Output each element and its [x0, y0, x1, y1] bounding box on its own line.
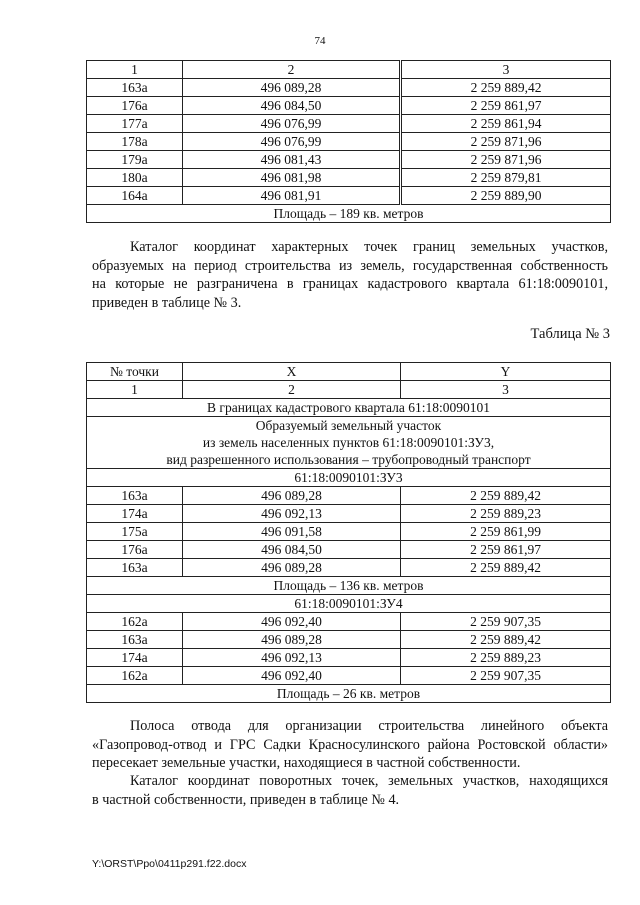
x-coordinate-cell: 496 084,50 — [183, 541, 401, 559]
x-coordinate-cell: 496 081,98 — [183, 169, 401, 187]
point-id-cell: 174а — [87, 649, 183, 667]
coordinates-table-3 — [86, 362, 611, 703]
column-number-cell: 2 — [183, 381, 401, 399]
column-number-cell: 1 — [87, 381, 183, 399]
point-id-cell: 180а — [87, 169, 183, 187]
y-coordinate-cell: 2 259 889,42 — [401, 631, 611, 649]
header-number-row — [87, 381, 611, 399]
paragraph-line: Каталог координат характерных точек границ земельных участков, — [130, 239, 608, 255]
header-row — [87, 363, 611, 381]
description-line: Образуемый земельный участок — [255, 418, 442, 433]
x-coordinate-cell: 496 089,28 — [183, 631, 401, 649]
quarter-cell: В границах кадастрового квартала 61:18:0090101 — [87, 399, 611, 417]
area-row — [87, 205, 611, 223]
y-coordinate-cell: 2 259 889,42 — [401, 559, 611, 577]
area-cell: Площадь – 136 кв. метров — [87, 577, 611, 595]
paragraph-line: «Газопровод-отвод и ГРС Садки Красносулинского района Ростовской области» — [92, 736, 608, 753]
parcel-id-row — [87, 595, 611, 613]
x-coordinate-cell: 496 092,40 — [183, 613, 401, 631]
table-row — [87, 151, 611, 169]
point-id-cell: 178а — [87, 133, 183, 151]
description-line: из земель населенных пунктов 61:18:0090101:ЗУ3, — [202, 435, 495, 450]
x-coordinate-cell: 496 092,40 — [183, 667, 401, 685]
table-row — [87, 487, 611, 505]
table-row — [87, 559, 611, 577]
parcel-description-row — [87, 417, 611, 469]
parcel-id-cell: 61:18:0090101:ЗУ4 — [87, 595, 611, 613]
footer-file-path: Y:\ORST\Ppo\0411p291.f22.docx — [92, 858, 247, 870]
paragraph-line: приведен в таблице № 3. — [92, 294, 242, 311]
parcel-id-cell: 61:18:0090101:ЗУ3 — [87, 469, 611, 487]
paragraph-right-of-way — [92, 717, 608, 773]
x-coordinate-cell: 496 089,28 — [183, 487, 401, 505]
coordinates-table-continued — [86, 60, 611, 223]
paragraph-line: Полоса отвода для организации строительства линейного объекта — [130, 718, 608, 734]
y-coordinate-cell: 2 259 861,94 — [401, 115, 611, 133]
x-coordinate-cell: 496 076,99 — [183, 115, 401, 133]
column-number-cell: 3 — [401, 381, 611, 399]
x-coordinate-cell: 496 084,50 — [183, 97, 401, 115]
paragraph-line: образуемых на период строительства из земель, государственная собственность — [92, 257, 608, 274]
table-row — [87, 541, 611, 559]
parcel-description-cell — [87, 417, 611, 469]
y-coordinate-cell: 2 259 907,35 — [401, 667, 611, 685]
table-row — [87, 169, 611, 187]
paragraph-line: в частной собственности, приведен в таблице № 4. — [92, 791, 400, 808]
table-row — [87, 505, 611, 523]
y-coordinate-cell: 2 259 871,96 — [401, 151, 611, 169]
point-id-cell: 175а — [87, 523, 183, 541]
point-id-cell: 177а — [87, 115, 183, 133]
x-coordinate-cell: 496 076,99 — [183, 133, 401, 151]
table-3-label: Таблица № 3 — [530, 326, 610, 342]
y-coordinate-cell: 2 259 871,96 — [401, 133, 611, 151]
table-row — [87, 631, 611, 649]
column-header-cell: X — [183, 363, 401, 381]
point-id-cell: 176а — [87, 97, 183, 115]
point-id-cell: 162а — [87, 667, 183, 685]
table-row — [87, 667, 611, 685]
y-coordinate-cell: 2 259 889,90 — [401, 187, 611, 205]
point-id-cell: 176а — [87, 541, 183, 559]
quarter-row — [87, 399, 611, 417]
paragraph-private-catalog — [92, 772, 608, 809]
table-row — [87, 133, 611, 151]
table-row — [87, 187, 611, 205]
point-id-cell: 174а — [87, 505, 183, 523]
x-coordinate-cell: 496 092,13 — [183, 649, 401, 667]
parcel-id-row — [87, 469, 611, 487]
table-row — [87, 97, 611, 115]
x-coordinate-cell: 496 081,91 — [183, 187, 401, 205]
column-number-cell: 2 — [183, 61, 401, 79]
y-coordinate-cell: 2 259 889,42 — [401, 487, 611, 505]
x-coordinate-cell: 496 091,58 — [183, 523, 401, 541]
y-coordinate-cell: 2 259 907,35 — [401, 613, 611, 631]
area-cell: Площадь – 26 кв. метров — [87, 685, 611, 703]
y-coordinate-cell: 2 259 879,81 — [401, 169, 611, 187]
point-id-cell: 163а — [87, 631, 183, 649]
column-header-cell: № точки — [87, 363, 183, 381]
table-row — [87, 649, 611, 667]
x-coordinate-cell: 496 089,28 — [183, 79, 401, 97]
header-row — [87, 61, 611, 79]
paragraph-line: Каталог координат поворотных точек, земельных участков, находящихся — [130, 773, 608, 789]
x-coordinate-cell: 496 092,13 — [183, 505, 401, 523]
description-line: вид разрешенного использования – трубопроводный транспорт — [166, 452, 531, 467]
y-coordinate-cell: 2 259 861,99 — [401, 523, 611, 541]
table-row — [87, 613, 611, 631]
y-coordinate-cell: 2 259 889,23 — [401, 649, 611, 667]
column-number-cell: 3 — [401, 61, 611, 79]
point-id-cell: 163а — [87, 79, 183, 97]
y-coordinate-cell: 2 259 861,97 — [401, 97, 611, 115]
point-id-cell: 179а — [87, 151, 183, 169]
point-id-cell: 163а — [87, 487, 183, 505]
x-coordinate-cell: 496 081,43 — [183, 151, 401, 169]
point-id-cell: 164а — [87, 187, 183, 205]
paragraph-line: пересекает земельные участки, находящиеся в частной собственности. — [92, 755, 521, 771]
y-coordinate-cell: 2 259 889,23 — [401, 505, 611, 523]
area-row — [87, 577, 611, 595]
point-id-cell: 163а — [87, 559, 183, 577]
table-row — [87, 79, 611, 97]
table-row — [87, 523, 611, 541]
y-coordinate-cell: 2 259 889,42 — [401, 79, 611, 97]
table-row — [87, 115, 611, 133]
paragraph-line: на которые не разграничена в границах кадастрового квартала 61:18:0090101, — [92, 276, 608, 292]
area-row — [87, 685, 611, 703]
y-coordinate-cell: 2 259 861,97 — [401, 541, 611, 559]
point-id-cell: 162а — [87, 613, 183, 631]
x-coordinate-cell: 496 089,28 — [183, 559, 401, 577]
paragraph-catalog-intro — [92, 238, 608, 312]
area-cell: Площадь – 189 кв. метров — [87, 205, 611, 223]
column-header-cell: Y — [401, 363, 611, 381]
column-number-cell: 1 — [87, 61, 183, 79]
page-number: 74 — [314, 35, 326, 47]
